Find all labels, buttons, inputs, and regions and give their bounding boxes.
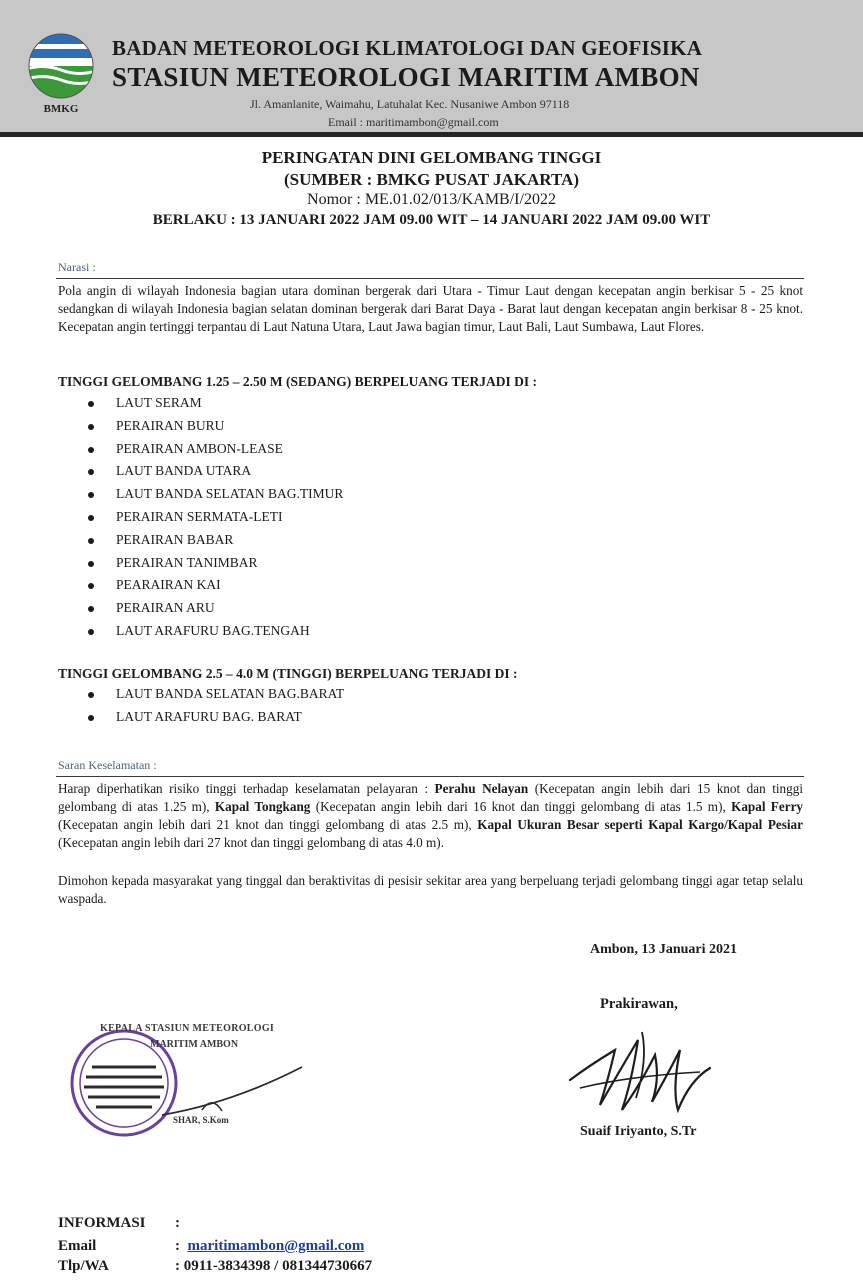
- place-date: Ambon, 13 Januari 2021: [590, 942, 738, 957]
- forecaster-name: Suaif Iriyanto, S.Tr: [580, 1124, 697, 1139]
- document-source: (SUMBER : BMKG PUSAT JAKARTA): [283, 170, 580, 189]
- narasi-divider: [56, 278, 804, 279]
- bullet-icon: [88, 715, 94, 721]
- bullet-icon: [88, 538, 94, 544]
- list-item: LAUT SERAM: [88, 392, 343, 415]
- list-item: PERAIRAN ARU: [88, 597, 343, 620]
- email-value: : maritimambon@gmail.com: [175, 1238, 365, 1254]
- document-title: PERINGATAN DINI GELOMBANG TINGGI: [261, 148, 602, 167]
- bullet-icon: [88, 561, 94, 567]
- phone-label: Tlp/WA: [58, 1258, 109, 1274]
- document-number: Nomor : ME.01.02/013/KAMB/I/2022: [307, 191, 556, 208]
- bullet-icon: [88, 515, 94, 521]
- bullet-icon: [88, 447, 94, 453]
- list-item: LAUT BANDA UTARA: [88, 460, 343, 483]
- list-item: PERAIRAN TANIMBAR: [88, 552, 343, 575]
- letterhead: [0, 0, 863, 137]
- safety-text: Harap diperhatikan risiko tinggi terhadap keselamatan pelayaran : Perahu Nelayan (Kecepatan angin lebih dari 15 knot dan tinggi gelombang di atas 1.25 m), Kapal Tongkang (Kecepatan angin lebih dari 16 knot dan tinggi gelombang di atas 1.5 m), Kapal Ferry (Kecepatan angin lebih dari 21 knot dan tinggi gelombang di atas 2.5 m), Kapal Ukuran Besar seperti Kapal Kargo/Kapal Pesiar (Kecepatan angin lebih dari 27 knot dan tinggi gelombang di atas 4.0 m).: [58, 781, 804, 850]
- list-item: PEARAIRAN KAI: [88, 574, 343, 597]
- info-label: INFORMASI: [58, 1215, 146, 1231]
- forecaster-signature-icon: [560, 1010, 760, 1125]
- info-colon: :: [175, 1215, 180, 1231]
- narasi-label: Narasi :: [58, 260, 96, 274]
- header-email: Email : maritimambon@gmail.com: [328, 115, 499, 129]
- list-item: LAUT BANDA SELATAN BAG.TIMUR: [88, 483, 343, 506]
- bmkg-logo-icon: [24, 30, 98, 116]
- validity-period: BERLAKU : 13 JANUARI 2022 JAM 09.00 WIT – 14 JANUARI 2022 JAM 09.00 WIT: [152, 212, 711, 228]
- bullet-icon: [88, 606, 94, 612]
- bullet-icon: [88, 469, 94, 475]
- high-wave-areas: [88, 683, 344, 729]
- head-title-2: MARITIM AMBON: [150, 1039, 239, 1050]
- bullet-icon: [88, 401, 94, 407]
- safety-label: Saran Keselamatan :: [58, 758, 157, 772]
- bullet-icon: [88, 492, 94, 498]
- svg-text:BMKG: BMKG: [43, 103, 79, 115]
- station-name: STASIUN METEOROLOGI MARITIM AMBON: [112, 62, 700, 92]
- list-item: LAUT BANDA SELATAN BAG.BARAT: [88, 683, 344, 706]
- head-title: KEPALA STASIUN METEOROLOGI: [100, 1023, 275, 1034]
- head-name: SHAR, S.Kom: [173, 1115, 229, 1125]
- moderate-wave-areas: [88, 392, 343, 643]
- list-item: PERAIRAN BABAR: [88, 529, 343, 552]
- email-link[interactable]: maritimambon@gmail.com: [187, 1238, 365, 1254]
- safety-divider: [56, 776, 804, 777]
- bullet-icon: [88, 629, 94, 635]
- email-label: Email: [58, 1238, 97, 1254]
- list-item: PERAIRAN BURU: [88, 415, 343, 438]
- list-item: PERAIRAN AMBON-LEASE: [88, 438, 343, 461]
- moderate-wave-heading: TINGGI GELOMBANG 1.25 – 2.50 M (SEDANG) BERPELUANG TERJADI DI :: [58, 374, 538, 389]
- safety-closing: Dimohon kepada masyarakat yang tinggal dan beraktivitas di pesisir sekitar area yang berpeluang terjadi gelombang tinggi agar tetap selalu waspada.: [58, 873, 803, 906]
- org-name: BADAN METEOROLOGI KLIMATOLOGI DAN GEOFISIKA: [112, 36, 703, 60]
- list-item: LAUT ARAFURU BAG.TENGAH: [88, 620, 343, 643]
- station-address: Jl. Amanlanite, Waimahu, Latuhalat Kec. Nusaniwe Ambon 97118: [250, 97, 570, 111]
- forecaster-title: Prakirawan,: [600, 996, 678, 1012]
- narasi-text: Pola angin di wilayah Indonesia bagian utara dominan bergerak dari Utara - Timur Laut dengan kecepatan angin berkisar 5 - 25 knot sedangkan di wilayah Indonesia bagian selatan dominan bergerak dari Barat Daya - Barat laut dengan kecepatan angin berkisar 8 - 25 knot. Kecepatan angin tertinggi terpantau di Laut Natuna Utara, Laut Jawa bagian timur, Laut Bali, Laut Sumbawa, Laut Flores.: [58, 283, 803, 334]
- phone-value: : 0911-3834398 / 081344730667: [175, 1258, 373, 1274]
- high-wave-heading: TINGGI GELOMBANG 2.5 – 4.0 M (TINGGI) BERPELUANG TERJADI DI :: [58, 666, 518, 681]
- bullet-icon: [88, 692, 94, 698]
- bullet-icon: [88, 583, 94, 589]
- list-item: LAUT ARAFURU BAG. BARAT: [88, 706, 344, 729]
- official-stamp-icon: [62, 1015, 342, 1155]
- bullet-icon: [88, 424, 94, 430]
- list-item: PERAIRAN SERMATA-LETI: [88, 506, 343, 529]
